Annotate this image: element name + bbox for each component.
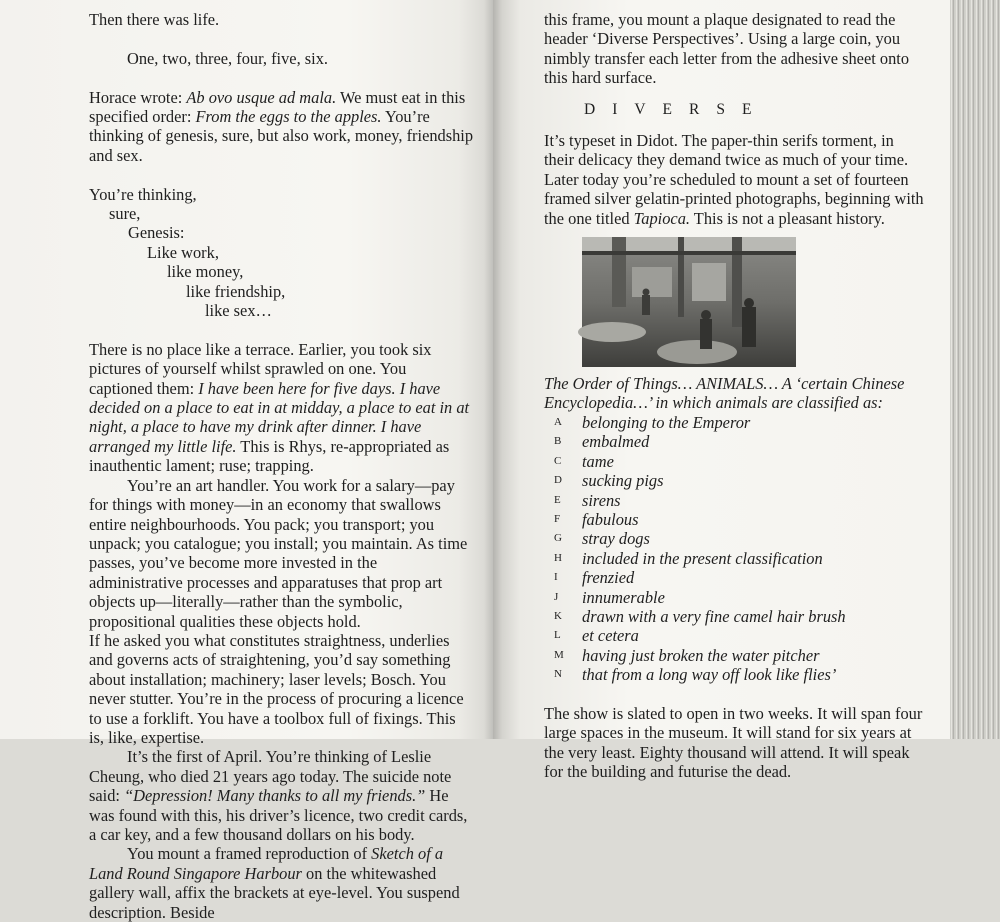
list-item xyxy=(544,626,926,645)
list-item xyxy=(544,646,926,665)
list-text: drawn with a very fine camel hair brush xyxy=(582,606,846,626)
poem-line: like friendship, xyxy=(186,281,286,301)
list-item xyxy=(544,568,926,587)
text-run: This is not a pleasant history. xyxy=(690,208,885,228)
italic-run: From the eggs to the apples. xyxy=(195,107,382,126)
poem-line: Genesis: xyxy=(128,223,185,243)
book-gutter xyxy=(484,0,502,739)
list-text: sucking pigs xyxy=(582,471,664,491)
animal-classification-list xyxy=(544,413,926,685)
poem-line: Like work, xyxy=(147,242,219,262)
paragraph-plaque xyxy=(544,10,926,88)
text-run: The show is slated to open in two weeks. It will span four large spaces in the museum. It will stand for six years at the very least. Eighty thousand will attend. It will speak for the building and futurise the dead. xyxy=(544,703,923,782)
list-text: included in the present classification xyxy=(582,548,823,568)
text-run: It’s the first of April. You’re thinking of Leslie Cheung, who died 21 years ago today. The suicide note said: xyxy=(89,747,452,806)
text-run: It’s typeset in Didot. The paper-thin serifs torment, in their delicacy they demand twice as much of your time. Later today you’re scheduled to mount a set of fourteen framed silver gelatin-printed photographs, beginning with the one titled xyxy=(544,131,924,228)
poem-block xyxy=(89,185,474,321)
list-text: frenzied xyxy=(582,568,635,588)
list-text: belonging to the Emperor xyxy=(582,412,751,432)
list-text: innumerable xyxy=(582,587,665,607)
paragraph-terrace xyxy=(89,340,474,476)
encyclopedia-caption xyxy=(544,374,926,413)
factory-photograph xyxy=(582,237,796,367)
text-run: You’re an art handler. You work for a salary—pay for things with money—in an economy that swallows entire neighbourhoods. You pack; you transport; you unpack; you catalogue; you install; you maintain. As time passes, you’ve become more invested in the administrative processes and apparatuses that prop art objects up—literally—rather than the symbolic, propositional qualities these objects hold. xyxy=(89,475,468,631)
text-run: You mount a framed reproduction of xyxy=(127,844,372,864)
text-run: You’re thinking of genesis, sure, but also work, money, friendship and sex. xyxy=(89,107,474,165)
list-letter: C xyxy=(554,454,562,467)
right-text-column xyxy=(544,10,926,782)
list-item xyxy=(544,510,926,529)
list-item xyxy=(544,452,926,471)
text-run: this frame, you mount a plaque designated to read the header ‘Diverse Perspectives’. Using a large coin, you nimbly transfer each letter from the adhesive sheet onto this hard surface. xyxy=(544,10,910,88)
list-letter: N xyxy=(554,668,563,681)
counting-line: One, two, three, four, five, six. xyxy=(127,48,328,68)
text-run: There is no place like a terrace. Earlier, you took six pictures of yourself whilst sprawled on one. You captioned them: xyxy=(89,339,432,398)
list-text: stray dogs xyxy=(582,529,650,549)
italic-run: Sketch of a Land Round Singapore Harbour xyxy=(89,844,444,883)
italic-run: Tapioca. xyxy=(633,208,690,228)
list-letter: A xyxy=(554,415,563,428)
list-text: fabulous xyxy=(582,509,639,529)
list-item xyxy=(544,607,926,626)
text-run: on the whitewashed gallery wall, affix the brackets at eye-level. You suspend description. Beside xyxy=(89,863,460,922)
paragraph-then-there-was-life: Then there was life. xyxy=(89,10,220,29)
list-item xyxy=(544,491,926,510)
paragraph-straightness xyxy=(89,631,474,747)
list-letter: D xyxy=(554,474,563,487)
list-item xyxy=(544,529,926,548)
italic-run: The Order of Things… ANIMALS… A ‘certain Chinese Encyclopedia…’ in which animals are classified as: xyxy=(544,374,905,413)
paragraph-show-opening xyxy=(544,704,926,782)
italic-run: I have been here for five days. I have decided on a place to eat in at midday, a place to eat in at night, a place to have my drink after dinner. I have arranged my little life. xyxy=(89,378,470,456)
paragraph-didot xyxy=(544,131,926,228)
list-item xyxy=(544,413,926,432)
list-item xyxy=(544,588,926,607)
list-item xyxy=(544,432,926,451)
text-run: This is Rhys, re-appropriated as inauthentic lament; ruse; trapping. xyxy=(89,436,450,476)
list-letter: L xyxy=(554,629,562,642)
list-text: et cetera xyxy=(582,626,639,646)
list-text: sirens xyxy=(582,490,621,510)
list-item xyxy=(544,471,926,490)
list-letter: E xyxy=(554,493,562,506)
list-text: tame xyxy=(582,451,614,471)
list-item xyxy=(544,549,926,568)
list-letter: G xyxy=(554,532,563,545)
list-text: having just broken the water pitcher xyxy=(582,645,820,665)
list-letter: I xyxy=(554,571,559,584)
italic-run: “Depression! Many thanks to all my friends.” xyxy=(124,786,426,806)
text-run: If he asked you what constitutes straightness, underlies and governs acts of straightening, you’d say something about installation; machinery; laser levels; Bosch. You never stutter. You’re in the process of procuring a licence to use a forklift. You have a toolbox full of fixings. This is, like, expertise. xyxy=(89,630,464,747)
italic-run: Ab ovo usque ad mala. xyxy=(186,87,337,107)
poem-line: You’re thinking, xyxy=(89,184,197,204)
list-item xyxy=(544,665,926,684)
paragraph-art-handler xyxy=(89,476,474,631)
list-text: embalmed xyxy=(582,432,650,452)
text-run: He was found with this, his driver’s licence, two credit cards, a car key, and a few thousand dollars on his body. xyxy=(89,786,468,844)
header-word-diverse: DIVERSE xyxy=(584,100,769,118)
list-letter: K xyxy=(554,609,563,622)
poem-line: sure, xyxy=(109,204,141,224)
text-run: Horace wrote: xyxy=(89,87,187,107)
list-letter: J xyxy=(554,590,559,603)
paragraph-framed-reproduction xyxy=(89,844,474,922)
left-page xyxy=(0,0,493,922)
paragraph-horace xyxy=(89,88,474,166)
list-letter: H xyxy=(554,551,563,564)
poem-line: like money, xyxy=(167,262,244,282)
left-text-column xyxy=(89,10,474,922)
list-letter: M xyxy=(554,648,565,661)
paragraph-first-of-april xyxy=(89,747,474,844)
right-page xyxy=(493,0,950,782)
page-edges xyxy=(950,0,1000,739)
list-letter: B xyxy=(554,435,562,448)
poem-line: like sex… xyxy=(205,301,272,321)
list-letter: F xyxy=(554,512,561,525)
list-text: that from a long way off look like flies’ xyxy=(582,665,837,685)
text-run: We must eat in this specified order: xyxy=(89,87,466,126)
